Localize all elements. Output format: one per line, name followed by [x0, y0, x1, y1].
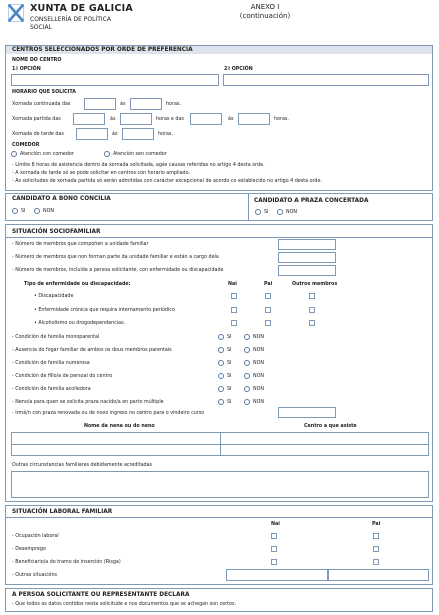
irma-table-col-rule — [220, 432, 221, 456]
acolledora-si-label: SI — [227, 387, 232, 392]
col-centro-asiste: Centro a que asiste — [304, 424, 357, 429]
desemprego-pai-checkbox[interactable] — [373, 546, 379, 552]
enfermidade-outros-checkbox[interactable] — [309, 307, 315, 313]
partida-as1: ás — [110, 117, 116, 122]
department-line-1: CONSELLERÍA DE POLÍTICA — [30, 16, 111, 23]
condicion-parto-multiple: - Neno/a para quen se solicita praza nacido/a en parto múltiple — [12, 400, 164, 405]
ocupacion-nai-checkbox[interactable] — [271, 533, 277, 539]
partida-to1-input[interactable] — [120, 113, 152, 125]
tarde-horas: horas. — [158, 132, 173, 137]
declara-section — [5, 588, 433, 612]
continuada-as: ás — [120, 102, 126, 107]
condicion-numerosa: - Condición de familia numerosa — [12, 361, 90, 366]
membros3-input[interactable] — [278, 265, 336, 276]
ausencia-non-label: NON — [253, 348, 264, 353]
note-2: - A xornada de tarde só se pode solicitar en centros con horario ampliado. — [12, 171, 190, 176]
ausencia-si-label: SI — [227, 348, 232, 353]
risga-pai-checkbox[interactable] — [373, 559, 379, 565]
opcion2-label: 2ª OPCIÓN — [224, 67, 253, 72]
numerosa-si-radio[interactable] — [218, 360, 224, 366]
numerosa-si-label: SI — [227, 361, 232, 366]
condicion-acolledora: - Condición de familia acolledora — [12, 387, 91, 392]
discapacidade-pai-checkbox[interactable] — [265, 293, 271, 299]
fillo-non-radio[interactable] — [244, 373, 250, 379]
irma-row1-centro-input[interactable] — [222, 434, 427, 443]
monoparental-non-radio[interactable] — [244, 334, 250, 340]
praza-si-radio[interactable] — [255, 209, 261, 215]
bono-non-radio[interactable] — [34, 208, 40, 214]
monoparental-si-radio[interactable] — [218, 334, 224, 340]
ausencia-non-radio[interactable] — [244, 347, 250, 353]
tarde-from-input[interactable] — [76, 128, 108, 140]
monoparental-non-label: NON — [253, 335, 264, 340]
org-name: XUNTA DE GALICIA — [30, 3, 133, 14]
continuada-horas: horas. — [166, 102, 181, 107]
nome-centro-label: NOME DO CENTRO — [12, 58, 62, 63]
irma-row2-nome-input[interactable] — [13, 446, 218, 455]
department-line-2: SOCIAL — [30, 24, 52, 31]
enfermidade-pai-checkbox[interactable] — [265, 307, 271, 313]
partida-to2-input[interactable] — [238, 113, 270, 125]
partida-horas: horas. — [274, 117, 289, 122]
tarde-as: ás — [112, 132, 118, 137]
parto-multiple-non-radio[interactable] — [244, 399, 250, 405]
discapacidade-nai-checkbox[interactable] — [231, 293, 237, 299]
discapacidade-outros-checkbox[interactable] — [309, 293, 315, 299]
partida-label: Xornada partida das — [12, 117, 61, 122]
partida-from2-input[interactable] — [190, 113, 222, 125]
fillo-si-radio[interactable] — [218, 373, 224, 379]
col-outros: Outros membros — [292, 282, 338, 287]
declara-text: - Que todos os datos contidos nesta solicitude e nos documentos que se achegan son certos. — [12, 602, 237, 607]
declara-title: A PERSOA SOLICITANTE OU REPRESENTANTE DECLARA — [12, 592, 190, 598]
tipo-discapacidade: • Discapacidade — [34, 294, 74, 299]
membros1-label: - Número de membros que compoñen a unidade familiar — [12, 242, 149, 247]
irma-row2-centro-input[interactable] — [222, 446, 427, 455]
praza-non-label: NON — [286, 210, 297, 215]
outras-situacions-label: - Outras situacións — [12, 573, 58, 578]
outras-textarea[interactable] — [11, 471, 429, 498]
ocupacion-pai-checkbox[interactable] — [373, 533, 379, 539]
irma-row1-nome-input[interactable] — [13, 434, 218, 443]
outras-label: Outras circunstancias familiares debidamente acreditadas — [12, 463, 153, 468]
fillo-si-label: SI — [227, 374, 232, 379]
candidato-section — [5, 193, 433, 221]
praza-si-label: SI — [264, 210, 269, 215]
bono-si-radio[interactable] — [12, 208, 18, 214]
note-1: - Límite 8 horas de asistencia dentro da xornada solicitada, agás causas referidas no artigo 4 desta orde. — [12, 163, 265, 168]
sociofamiliar-title: SITUACIÓN SOCIOFAMILIAR — [12, 229, 101, 235]
membros3-label: - Número de membros, incluída a persoa solicitante, con enfermidade ou discapacidade — [12, 268, 224, 273]
partida-horas-e: horas e das — [156, 117, 184, 122]
parto-multiple-non-label: NON — [253, 400, 264, 405]
con-comedor-label: Atención con comedor — [20, 152, 74, 157]
praza-title: CANDIDATO A PRAZA CONCERTADA — [254, 198, 369, 204]
laboral-title-rule — [6, 517, 432, 518]
col-pai: Pai — [264, 282, 273, 287]
bono-non-label: NON — [43, 209, 54, 214]
annex-heading — [225, 3, 305, 21]
partida-as2: ás — [228, 117, 234, 122]
laboral-col-nai: Nai — [271, 522, 280, 527]
condicion-fillo: - Condición de fillo/a de persoal do centro — [12, 374, 113, 379]
outras-pai-input[interactable] — [328, 569, 429, 581]
opcion1-label: 1ª OPCIÓN — [12, 67, 41, 72]
membros2-input[interactable] — [278, 252, 336, 263]
ocupacion-label: - Ocupación laboral — [12, 534, 59, 539]
acolledora-non-label: NON — [253, 387, 264, 392]
outras-nai-input[interactable] — [226, 569, 328, 581]
laboral-section — [5, 505, 433, 585]
tarde-to-input[interactable] — [122, 128, 154, 140]
condicion-monoparental: - Condición de familia monoparental — [12, 335, 100, 340]
numerosa-non-label: NON — [253, 361, 264, 366]
opcion1-input[interactable] — [11, 74, 219, 86]
tipo-enfermidade: • Enfermidade crónica que requira internamento periódico — [34, 308, 175, 313]
centros-title: CENTROS SELECCIONADOS POR ORDE DE PREFERENCIA — [12, 47, 193, 53]
continuada-label: Xornada continuada das — [12, 102, 71, 107]
sen-comedor-radio[interactable] — [104, 151, 110, 157]
laboral-title: SITUACIÓN LABORAL FAMILIAR — [12, 509, 113, 515]
continuada-to-input[interactable] — [130, 98, 162, 110]
note-3: - As solicitudes de xornada partida só serán admitidas con carácter excepcional de acordo co establecido no artigo 4 desta orde. — [12, 179, 322, 184]
con-comedor-radio[interactable] — [11, 151, 17, 157]
laboral-col-pai: Pai — [372, 522, 381, 527]
irma-input[interactable] — [278, 407, 336, 418]
col-nome-neno: Nome da nena ou do neno — [84, 424, 155, 429]
membros2-label: - Número de membros que non forman parte da unidade familiar e están a cargo dela — [12, 255, 219, 260]
alcoholismo-nai-checkbox[interactable] — [231, 320, 237, 326]
continuada-from-input[interactable] — [84, 98, 116, 110]
praza-non-radio[interactable] — [277, 209, 283, 215]
annex-title: ANEXO I — [250, 3, 280, 11]
col-nai: Nai — [228, 282, 237, 287]
risga-label: - Beneficiario/a do tramo de inserción (Risga) — [12, 560, 121, 565]
horario-label: HORARIO QUE SOLICITA — [12, 90, 76, 95]
centros-section — [5, 45, 433, 191]
alcoholismo-pai-checkbox[interactable] — [265, 320, 271, 326]
risga-nai-checkbox[interactable] — [271, 559, 277, 565]
membros1-input[interactable] — [278, 239, 336, 250]
enfermidade-nai-checkbox[interactable] — [231, 307, 237, 313]
fillo-non-label: NON — [253, 374, 264, 379]
acolledora-non-radio[interactable] — [244, 386, 250, 392]
comedor-label: COMEDOR — [12, 143, 40, 148]
tipo-label: Tipo de enfermidade ou discapacidade: — [24, 282, 131, 287]
acolledora-si-radio[interactable] — [218, 386, 224, 392]
condicion-ausencia: - Ausencia do fogar familiar de ambos os dous membros parentais — [12, 348, 172, 353]
irma-label: - Irmá/n con praza renovada ou de novo ingreso no centro para o vindeiro curso — [12, 411, 205, 416]
desemprego-label: - Desemprego — [12, 547, 46, 552]
xunta-logo-icon — [8, 4, 24, 22]
bono-title: CANDIDATO A BONO CONCILIA — [12, 196, 111, 202]
opcion2-input[interactable] — [223, 74, 429, 86]
ausencia-si-radio[interactable] — [218, 347, 224, 353]
partida-from1-input[interactable] — [73, 113, 105, 125]
parto-multiple-si-radio[interactable] — [218, 399, 224, 405]
alcoholismo-outros-checkbox[interactable] — [309, 320, 315, 326]
sociofamiliar-section — [5, 224, 433, 502]
sen-comedor-label: Atención sen comedor — [113, 152, 167, 157]
tarde-label: Xornada de tarde das — [12, 132, 64, 137]
desemprego-nai-checkbox[interactable] — [271, 546, 277, 552]
numerosa-non-radio[interactable] — [244, 360, 250, 366]
annex-subtitle: (continuación) — [239, 12, 291, 20]
tipo-alcoholismo: • Alcoholismo ou drogodependencias. — [34, 321, 126, 326]
candidato-divider — [248, 194, 249, 220]
parto-multiple-si-label: SI — [227, 400, 232, 405]
sociofamiliar-title-rule — [6, 237, 432, 238]
bono-si-label: SI — [21, 209, 26, 214]
monoparental-si-label: SI — [227, 335, 232, 340]
